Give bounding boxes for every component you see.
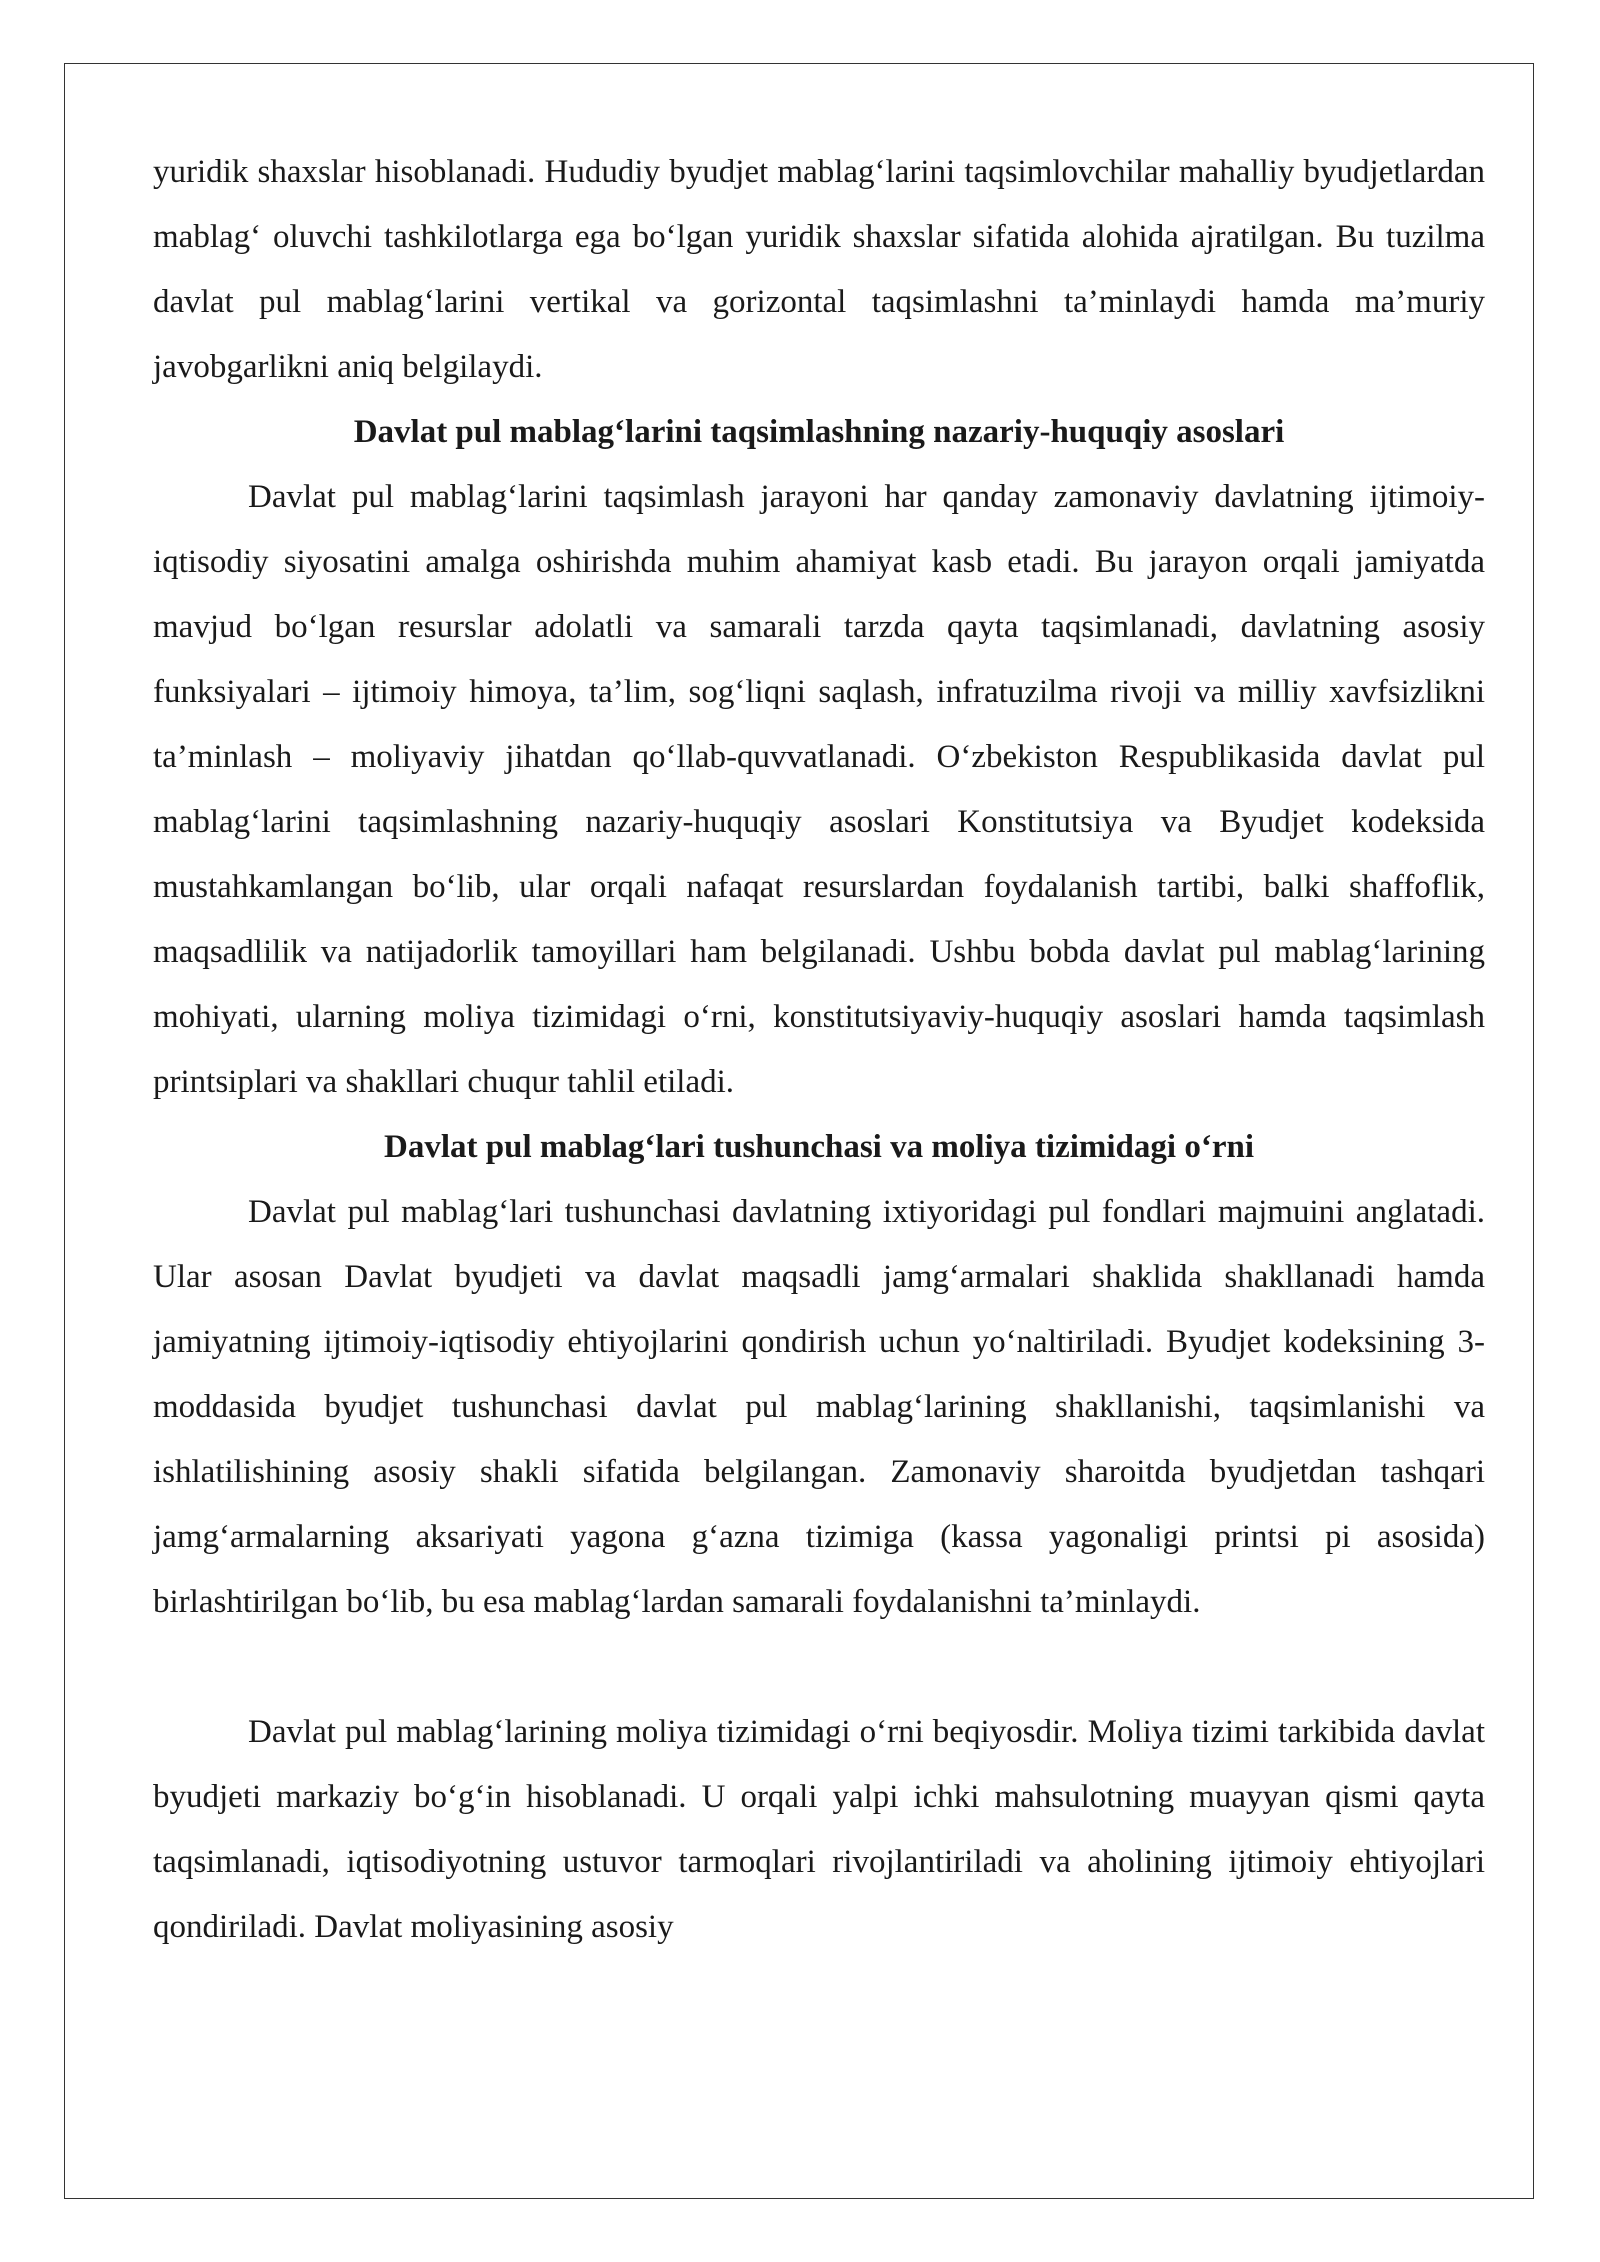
paragraph-role-in-financial-system: Davlat pul mablag‘larining moliya tizimidagi o‘rni beqiyosdir. Moliya tizimi tarkibida davlat byudjeti markaziy bo‘g‘in hisoblanadi. U orqali yalpi ichki mahsulotning muayyan qismi qayta taqsimlanadi, iqtisodiyotning ustuvor tarmoqlari rivojlantiriladi va aholining ijtimoiy ehtiyojlari qondiriladi. Davlat moliyasining asosiy [153, 1714, 1485, 1945]
paragraph-spacer [153, 1635, 1485, 1700]
paragraph-distribution-process: Davlat pul mablag‘larini taqsimlash jarayoni har qanday zamonaviy davlatning ijtimoiy-iqtisodiy siyosatini amalga oshirishda muhim ahamiyat kasb etadi. Bu jarayon orqali jamiyatda mavjud bo‘lgan resurslar adolatli va samarali tarzda qayta taqsimlanadi, davlatning asosiy funksiyalari – ijtimoiy himoya, ta’lim, sog‘liqni saqlash, infratuzilma rivoji va milliy xavfsizlikni ta’minlash – moliyaviy jihatdan qo‘llab-quvvatlanadi. O‘zbekiston Respublikasida davlat pul mablag‘larini taqsimlashning nazariy-huquqiy asoslari Konstitutsiya va Byudjet kodeksida mustahkamlangan bo‘lib, ular orqali nafaqat resurslardan foydalanish tartibi, balki shaffoflik, maqsadlilik va natijadorlik tamoyillari ham belgilanadi. Ushbu bobda davlat pul mablag‘larining mohiyati, ularning moliya tizimidagi o‘rni, konstitutsiyaviy-huquqiy asoslari hamda taqsimlash printsiplari va shakllari chuqur tahlil etiladi. [153, 479, 1485, 1100]
section-heading-public-funds-concept: Davlat pul mablag‘lari tushunchasi va moliya tizimidagi o‘rni [384, 1129, 1254, 1165]
paragraph-public-funds-definition: Davlat pul mablag‘lari tushunchasi davlatning ixtiyoridagi pul fondlari majmuini anglatadi. Ular asosan Davlat byudjeti va davlat maqsadli jamg‘armalari shaklida shakllanadi hamda jamiyatning ijtimoiy-iqtisodiy ehtiyojlarini qondirish uchun yo‘naltiriladi. Byudjet kodeksining 3-moddasida byudjet tushunchasi davlat pul mablag‘larining shakllanishi, taqsimlanishi va ishlatilishining asosiy shakli sifatida belgilangan. Zamonaviy sharoitda byudjetdan tashqari jamg‘armalarning aksariyati yagona g‘azna tizimiga (kassa yagonaligi printsi pi asosida) birlashtirilgan bo‘lib, bu esa mablag‘lardan samarali foydalanishni ta’minlaydi. [153, 1194, 1485, 1620]
section-heading-theoretical-legal-foundations: Davlat pul mablag‘larini taqsimlashning nazariy-huquqiy asoslari [353, 414, 1285, 450]
document-body [153, 140, 1485, 1960]
paragraph-continued: yuridik shaxslar hisoblanadi. Hududiy byudjet mablag‘larini taqsimlovchilar mahalliy byudjetlardan mablag‘ oluvchi tashkilotlarga ega bo‘lgan yuridik shaxslar sifatida alohida ajratilgan. Bu tuzilma davlat pul mablag‘larini vertikal va gorizontal taqsimlashni ta’minlaydi hamda ma’muriy javobgarlikni aniq belgilaydi. [153, 154, 1485, 385]
